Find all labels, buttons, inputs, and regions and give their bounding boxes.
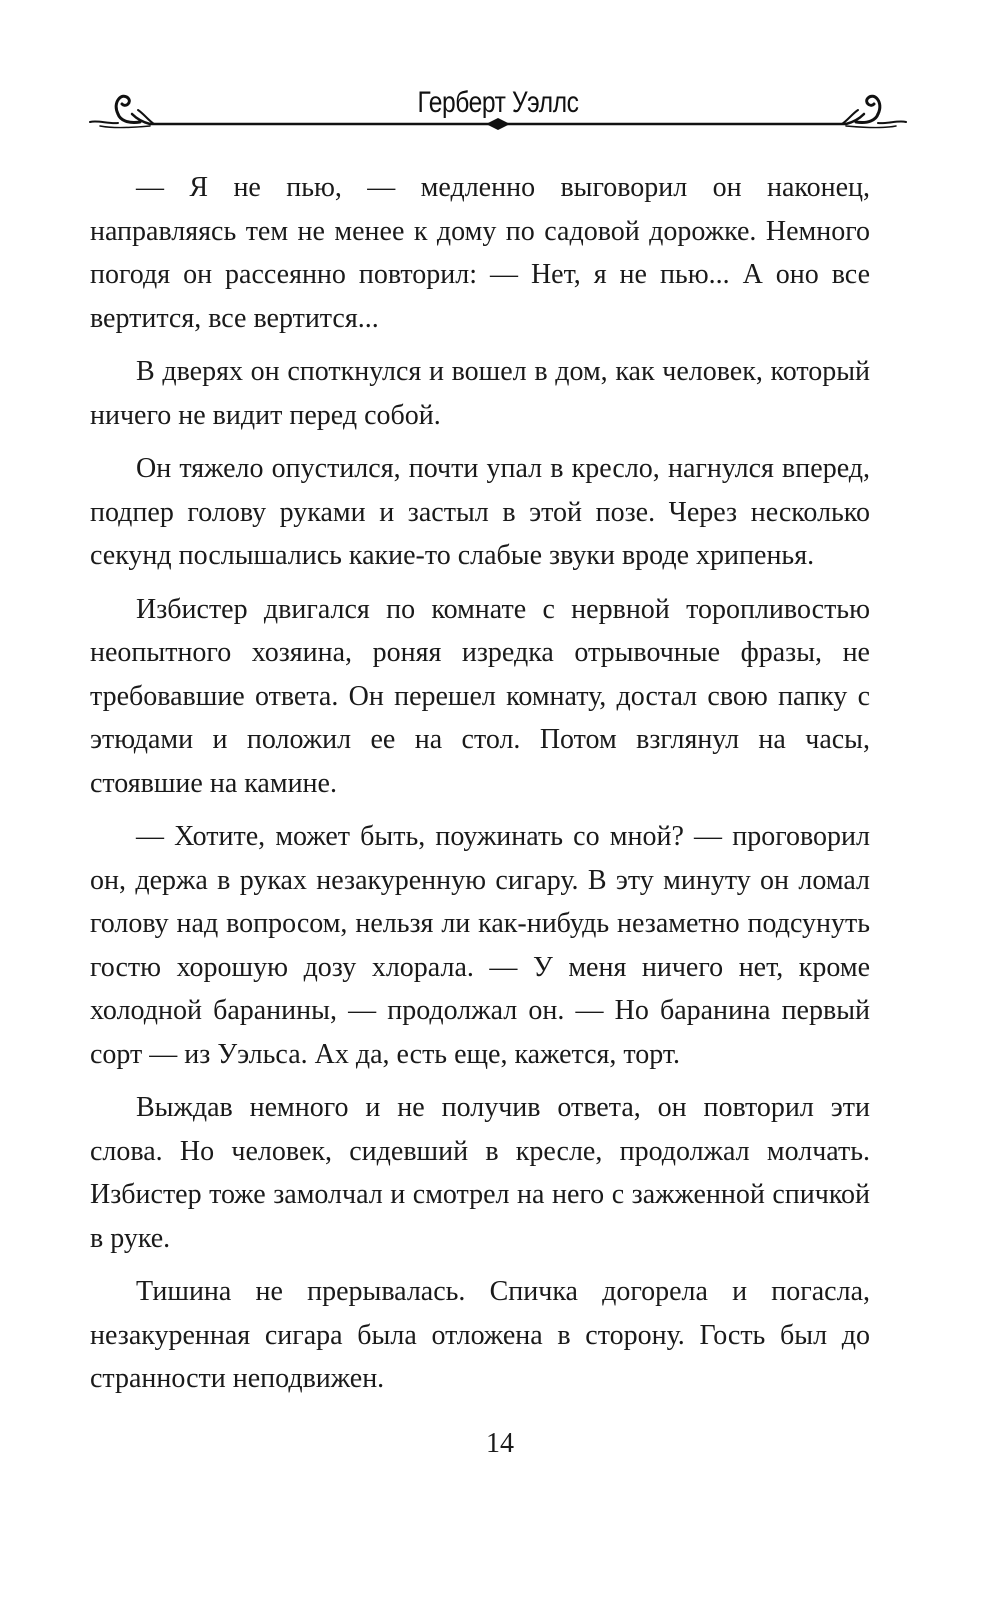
paragraph: Выждав немного и не получив ответа, он повторил эти слова. Но человек, сидевший в кресле, продолжал молчать. Избистер тоже замолчал и смотрел на него с зажженной спичкой в руке.: [90, 1092, 870, 1254]
paragraph: — Я не пью, — медленно выговорил он наконец, направляясь тем не менее к дому по садовой дорожке. Немного погодя он рассеянно повторил: — Нет, я не пью... А оно все вертится, все вертится...: [90, 172, 870, 334]
right-flourish-icon: [842, 96, 906, 127]
running-title: Герберт Уэллс: [417, 86, 579, 119]
paragraph: — Хотите, может быть, поужинать со мной? — проговорил он, держа в руках незакуренную сигару. В эту минуту он ломал голову над вопросом, нельзя ли как-нибудь незаметно подсунуть гостю хорошую дозу хлорала. — У меня ничего нет, кроме холодной баранины, — продолжал он. — Но баранина первый сорт — из Уэльса. Ах да, есть еще, кажется, торт.: [90, 821, 870, 1070]
paragraph: Он тяжело опустился, почти упал в кресло, нагнулся вперед, подпер голову руками и застыл в этой позе. Через несколько секунд послышались какие-то слабые звуки вроде хрипенья.: [90, 453, 870, 571]
left-flourish-icon: [90, 96, 154, 127]
page-number: 14: [486, 1428, 514, 1459]
body-text: [90, 166, 870, 1411]
paragraph: В дверях он споткнулся и вошел в дом, как человек, который ничего не видит перед собой.: [90, 356, 870, 431]
paragraph: Тишина не прерывалась. Спичка догорела и погасла, незакуренная сигара была отложена в сторону. Гость был до странности неподвижен.: [90, 1276, 870, 1394]
paragraph: Избистер двигался по комнате с нервной торопливостью неопытного хозяина, роняя изредка отрывочные фразы, не требовавшие ответа. Он перешел комнату, достал свою папку с этюдами и положил ее на стол. Потом взглянул на часы, стоявшие на камине.: [90, 593, 870, 799]
running-header: [88, 84, 908, 144]
